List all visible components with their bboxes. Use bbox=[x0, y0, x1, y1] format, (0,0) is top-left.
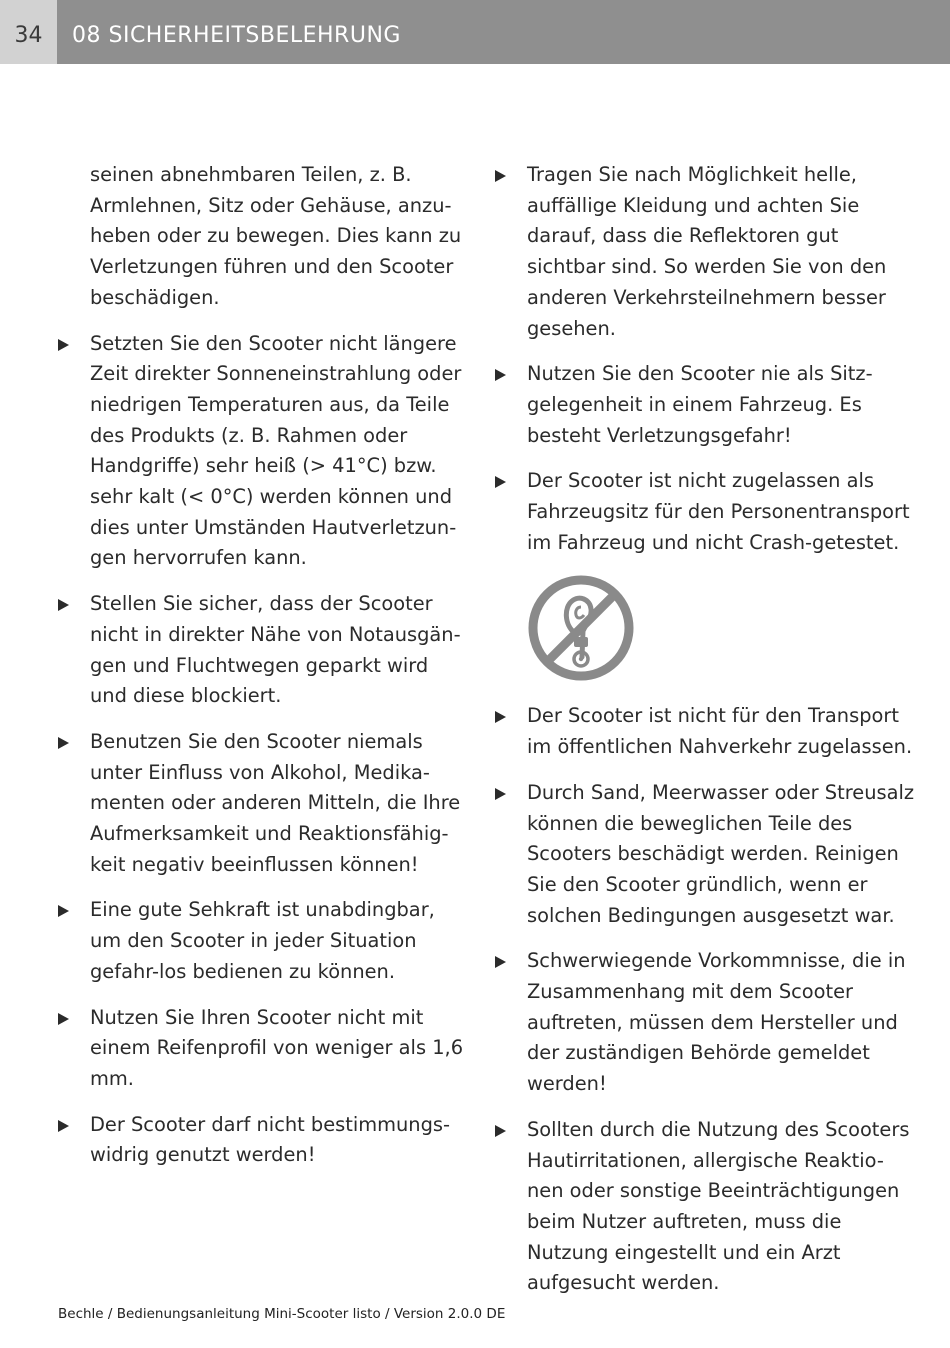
list-item-text: Tragen Sie nach Möglichkeit helle, auffällige Kleidung und achten Sie darauf, dass die Reflektoren gut sichtbar sind. So werden Sie von den anderen Verkehrsteilnehmern besser gesehen. bbox=[527, 163, 887, 340]
list-item bbox=[495, 359, 915, 451]
list-item-text: Nutzen Sie Ihren Scooter nicht mit einem Reifenprofil von weniger als 1,6 mm. bbox=[90, 1005, 464, 1090]
list-item-text: Durch Sand, Meerwasser oder Streusalz können die beweglichen Teile des Scooters beschädigt werden. Reinigen Sie den Scooter gründlich, wenn er solchen Bedingungen ausgesetzt war. bbox=[527, 780, 915, 927]
bullet-arrow-icon bbox=[58, 905, 69, 917]
bullet-arrow-icon bbox=[58, 1120, 69, 1132]
page-number: 34 bbox=[0, 0, 57, 64]
bullet-arrow-icon bbox=[495, 711, 506, 723]
left-column bbox=[58, 160, 468, 1186]
list-item-text: Stellen Sie sicher, dass der Scooter nicht in direkter Nähe von Notausgän-gen und Fluchtwegen geparkt wird und diese blockiert. bbox=[90, 592, 461, 708]
bullet-arrow-icon bbox=[58, 1013, 69, 1025]
page-header bbox=[0, 0, 950, 64]
list-item bbox=[58, 727, 468, 881]
list-item bbox=[58, 589, 468, 712]
list-item-text: Sollten durch die Nutzung des Scooters Hautirritationen, allergische Reaktio-nen oder sonstige Beeinträchtigungen beim Nutzer auftreten, muss die Nutzung eingestellt und ein Arzt aufgesucht werden. bbox=[527, 1117, 910, 1295]
list-item bbox=[495, 701, 915, 762]
bullet-arrow-icon bbox=[58, 737, 69, 749]
list-item bbox=[58, 1003, 468, 1095]
no-seatbelt-prohibition-icon bbox=[526, 573, 636, 683]
list-item-text: Der Scooter darf nicht bestimmungs-widrig genutzt werden! bbox=[90, 1112, 451, 1167]
list-item bbox=[58, 329, 468, 575]
bullet-arrow-icon bbox=[495, 1125, 506, 1137]
list-item bbox=[58, 160, 468, 314]
list-item bbox=[495, 946, 915, 1100]
list-item-text: Schwerwiegende Vorkommnisse, die in Zusammenhang mit dem Scooter auftreten, müssen dem Hersteller und der zuständigen Behörde gemeldet werden! bbox=[527, 949, 906, 1096]
list-item bbox=[495, 1115, 915, 1299]
list-item-text: Der Scooter ist nicht für den Transport im öffentlichen Nahverkehr zugelassen. bbox=[527, 704, 913, 759]
list-item-text: Setzten Sie den Scooter nicht längere Zeit direkter Sonneneinstrahlung oder niedrigen Temperaturen aus, da Teile des Produkts (z. B. Rahmen oder Handgriffe) sehr heiß (> 41°C) bzw. sehr kalt (< 0°C) werden können und dies unter Umständen Hautverletzun-gen hervorrufen kann. bbox=[90, 331, 462, 570]
list-item bbox=[495, 160, 915, 344]
right-column bbox=[495, 160, 915, 1314]
bullet-arrow-icon bbox=[495, 956, 506, 968]
chapter-title: 08 SICHERHEITSBELEHRUNG bbox=[72, 23, 401, 48]
list-item bbox=[495, 466, 915, 558]
list-item-text: seinen abnehmbaren Teilen, z. B. Armlehnen, Sitz oder Gehäuse, anzu-heben oder zu bewegen. Dies kann zu Verletzungen führen und den Scooter beschädigen. bbox=[90, 163, 462, 309]
list-item-text: Eine gute Sehkraft ist unabdingbar, um den Scooter in jeder Situation gefahr-los bedienen zu können. bbox=[90, 898, 435, 983]
list-item-text: Der Scooter ist nicht zugelassen als Fahrzeugsitz für den Personentransport im Fahrzeug und nicht Crash-getestet. bbox=[527, 469, 910, 554]
bullet-arrow-icon bbox=[495, 170, 506, 182]
bullet-arrow-icon bbox=[495, 476, 506, 488]
bullet-arrow-icon bbox=[495, 369, 506, 381]
list-item bbox=[58, 895, 468, 987]
page-footer: Bechle / Bedienungsanleitung Mini-Scooter listo / Version 2.0.0 DE bbox=[58, 1306, 506, 1322]
bullet-arrow-icon bbox=[58, 599, 69, 611]
list-item-text: Nutzen Sie den Scooter nie als Sitz-gelegenheit in einem Fahrzeug. Es besteht Verletzungsgefahr! bbox=[527, 362, 873, 447]
list-item bbox=[495, 778, 915, 932]
bullet-arrow-icon bbox=[495, 788, 506, 800]
list-item bbox=[58, 1110, 468, 1171]
list-item-text: Benutzen Sie den Scooter niemals unter Einfluss von Alkohol, Medika-menten oder anderen Mitteln, die Ihre Aufmerksamkeit und Reaktionsfähig-keit negativ beeinflussen können! bbox=[90, 729, 461, 876]
bullet-arrow-icon bbox=[58, 339, 69, 351]
